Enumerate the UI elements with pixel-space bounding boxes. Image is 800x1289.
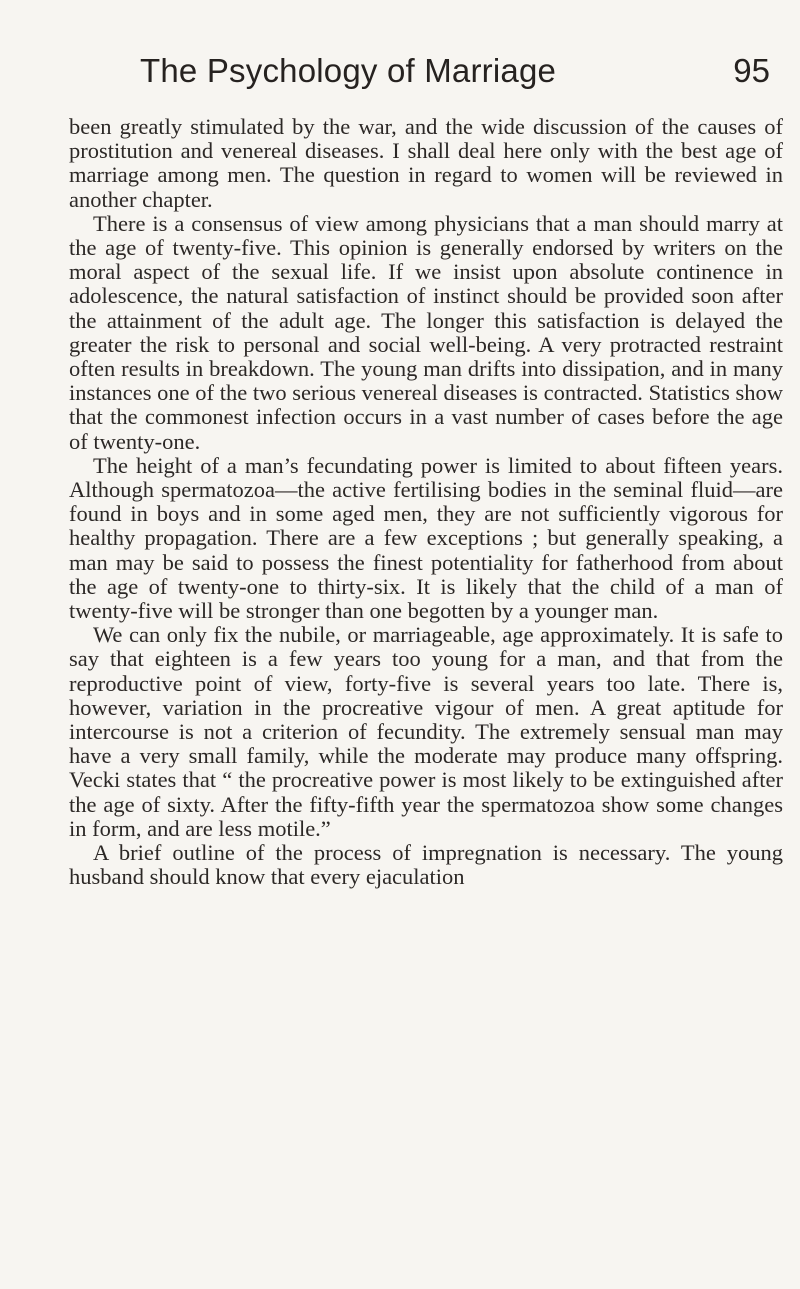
running-header xyxy=(100,52,770,96)
body-text xyxy=(69,115,783,890)
paragraph-fecundating-power: The height of a man’s fecundating power is limited to about fifteen years. Although spermatozoa—the active fertilising bodies in the seminal fluid—are found in boys and in some aged men, they are not sufficiently vigorous for healthy propagation. There are a few exceptions ; but generally speaking, a man may be said to possess the finest potentiality for fatherhood from about the age of twenty-one to thirty-six. It is likely that the child of a man of twenty-five will be stronger than one begotten by a younger man. xyxy=(69,452,783,624)
paragraph-continued: been greatly stimulated by the war, and the wide discussion of the causes of prostitution and venereal diseases. I shall deal here only with the best age of marriage among men. The question in regard to women will be reviewed in another chapter. xyxy=(69,114,783,212)
running-title: The Psychology of Marriage xyxy=(140,52,557,89)
paragraph-impregnation: A brief outline of the process of impregnation is necessary. The young husband should know that every ejaculation xyxy=(69,840,783,890)
paragraph-nubile-age: We can only fix the nubile, or marriageable, age approximately. It is safe to say that eighteen is a few years too young for a man, and that from the reproductive point of view, forty-five is several years too late. There is, however, variation in the procreative vigour of men. A great aptitude for intercourse is not a criterion of fecundity. The extremely sensual man may have a very small family, while the moderate may produce many offspring. Vecki states that “ the procreative power is most likely to be extinguished after the age of sixty. After the fifty-fifth year the spermatozoa show some changes in form, and are less motile.” xyxy=(69,622,783,841)
page-number: 95 xyxy=(733,52,770,89)
paragraph-consensus: There is a consensus of view among physicians that a man should marry at the age of twenty-five. This opinion is generally endorsed by writers on the moral aspect of the sexual life. If we insist upon absolute continence in adolescence, the natural satisfaction of instinct should be provided soon after the attainment of the adult age. The longer this satisfaction is delayed the greater the risk to personal and social well-being. A very protracted restraint often results in breakdown. The young man drifts into dissipation, and in many instances one of the two serious venereal diseases is contracted. Statistics show that the commonest infection occurs in a vast number of cases before the age of twenty-one. xyxy=(69,210,783,454)
